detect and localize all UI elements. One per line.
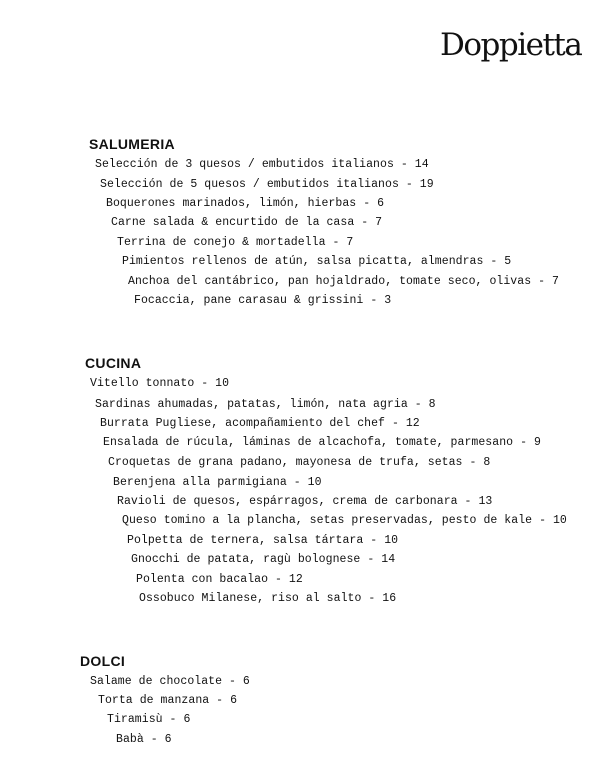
menu-item: Berenjena alla parmigiana - 10 <box>113 476 322 489</box>
menu-item: Carne salada & encurtido de la casa - 7 <box>111 216 383 229</box>
menu-item: Vitello tonnato - 10 <box>90 377 230 390</box>
section-heading-dolci: DOLCI <box>80 653 126 669</box>
menu-item: Torta de manzana - 6 <box>98 694 238 707</box>
menu-item: Sardinas ahumadas, patatas, limón, nata agria - 8 <box>95 398 436 411</box>
menu-item: Gnocchi de patata, ragù bolognese - 14 <box>131 553 396 566</box>
menu-item: Queso tomino a la plancha, setas preservadas, pesto de kale - 10 <box>122 514 567 527</box>
menu-item: Croquetas de grana padano, mayonesa de trufa, setas - 8 <box>108 456 491 469</box>
section-heading-salumeria: SALUMERIA <box>89 136 175 152</box>
menu-item: Ensalada de rúcula, láminas de alcachofa, tomate, parmesano - 9 <box>103 436 541 449</box>
menu-item: Babà - 6 <box>116 733 172 746</box>
menu-item: Polpetta de ternera, salsa tártara - 10 <box>127 534 399 547</box>
menu-item: Focaccia, pane carasau & grissini - 3 <box>134 294 392 307</box>
menu-item: Polenta con bacalao - 12 <box>136 573 303 586</box>
menu-item: Tiramisù - 6 <box>107 713 191 726</box>
menu-item: Ossobuco Milanese, riso al salto - 16 <box>139 592 397 605</box>
menu-item: Anchoa del cantábrico, pan hojaldrado, tomate seco, olivas - 7 <box>128 275 559 288</box>
section-heading-cucina: CUCINA <box>85 355 142 371</box>
menu-item: Boquerones marinados, limón, hierbas - 6 <box>106 197 385 210</box>
menu-item: Burrata Pugliese, acompañamiento del chef - 12 <box>100 417 420 430</box>
menu-item: Selección de 3 quesos / embutidos italianos - 14 <box>95 158 429 171</box>
menu-item: Selección de 5 quesos / embutidos italianos - 19 <box>100 178 434 191</box>
menu-item: Ravioli de quesos, espárragos, crema de carbonara - 13 <box>117 495 493 508</box>
menu-item: Terrina de conejo & mortadella - 7 <box>117 236 354 249</box>
restaurant-logo: Doppietta <box>440 27 582 63</box>
menu-item: Pimientos rellenos de atún, salsa picatta, almendras - 5 <box>122 255 512 268</box>
menu-item: Salame de chocolate - 6 <box>90 675 250 688</box>
